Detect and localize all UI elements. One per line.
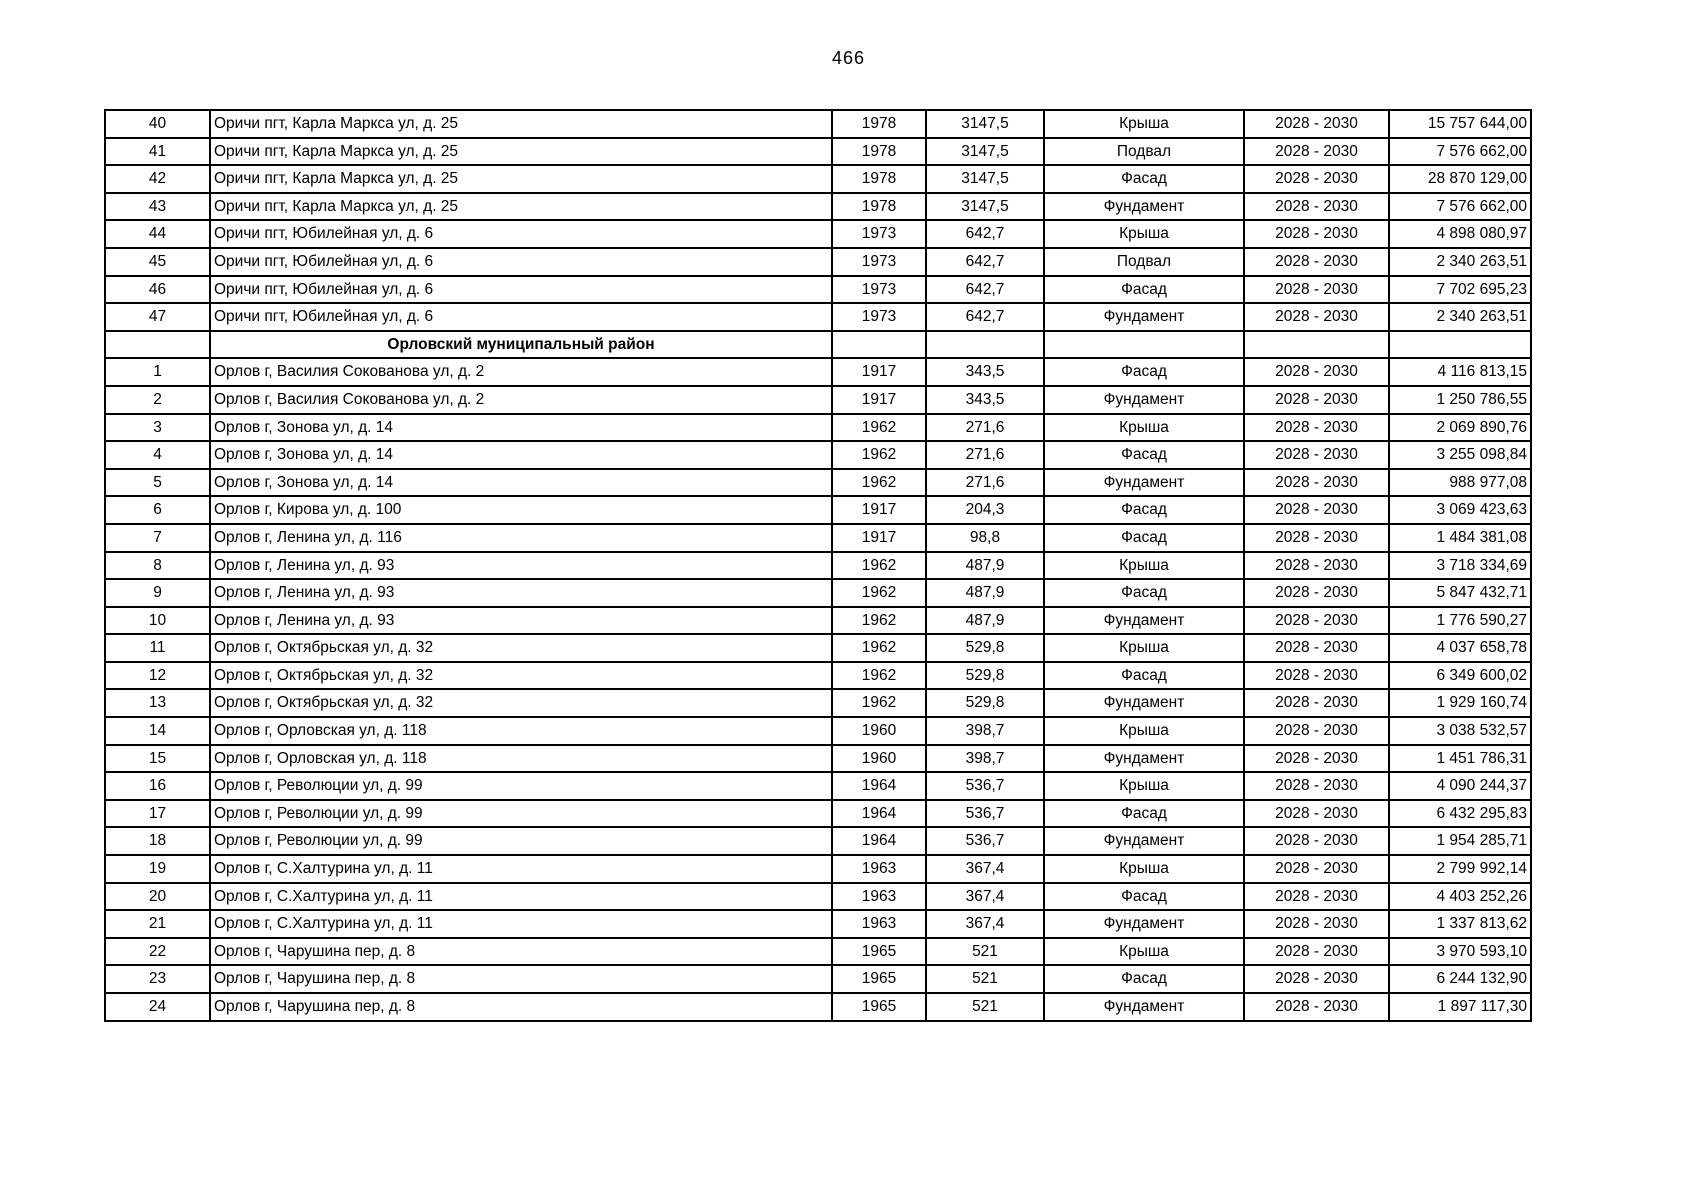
area-cell: 536,7 [926,800,1044,828]
period-cell: 2028 - 2030 [1244,772,1389,800]
row-number-cell: 13 [105,689,210,717]
period-cell: 2028 - 2030 [1244,607,1389,635]
row-number-cell: 20 [105,883,210,911]
area-cell: 3147,5 [926,110,1044,138]
area-cell: 487,9 [926,607,1044,635]
address-cell: Орлов г, Кирова ул, д. 100 [210,496,832,524]
row-number-cell: 19 [105,855,210,883]
work-type-cell: Фундамент [1044,827,1244,855]
table-row [105,276,1531,304]
address-cell: Орлов г, Чарушина пер, д. 8 [210,993,832,1021]
area-cell: 3147,5 [926,138,1044,166]
period-cell: 2028 - 2030 [1244,524,1389,552]
row-number-cell [105,331,210,359]
year-cell: 1962 [832,414,926,442]
cost-cell: 3 069 423,63 [1389,496,1531,524]
address-cell: Оричи пгт, Юбилейная ул, д. 6 [210,276,832,304]
period-cell: 2028 - 2030 [1244,634,1389,662]
table-row [105,883,1531,911]
area-cell: 398,7 [926,717,1044,745]
row-number-cell: 44 [105,220,210,248]
period-cell: 2028 - 2030 [1244,689,1389,717]
address-cell: Оричи пгт, Карла Маркса ул, д. 25 [210,138,832,166]
work-type-cell: Крыша [1044,220,1244,248]
work-type-cell: Крыша [1044,110,1244,138]
row-number-cell: 14 [105,717,210,745]
address-cell: Орлов г, Орловская ул, д. 118 [210,717,832,745]
year-cell: 1973 [832,248,926,276]
period-cell: 2028 - 2030 [1244,441,1389,469]
year-cell: 1973 [832,220,926,248]
work-type-cell: Фундамент [1044,689,1244,717]
table-row [105,772,1531,800]
year-cell: 1978 [832,165,926,193]
address-cell: Орлов г, Василия Сокованова ул, д. 2 [210,386,832,414]
period-cell: 2028 - 2030 [1244,414,1389,442]
area-cell: 271,6 [926,469,1044,497]
year-cell [832,331,926,359]
year-cell: 1973 [832,303,926,331]
area-cell: 521 [926,938,1044,966]
area-cell: 343,5 [926,358,1044,386]
address-cell: Орлов г, Зонова ул, д. 14 [210,414,832,442]
address-cell: Оричи пгт, Юбилейная ул, д. 6 [210,303,832,331]
year-cell: 1964 [832,827,926,855]
row-number-cell: 4 [105,441,210,469]
work-type-cell: Крыша [1044,938,1244,966]
cost-cell: 4 403 252,26 [1389,883,1531,911]
period-cell: 2028 - 2030 [1244,469,1389,497]
work-type-cell: Крыша [1044,414,1244,442]
year-cell: 1917 [832,496,926,524]
cost-cell: 988 977,08 [1389,469,1531,497]
work-type-cell: Фундамент [1044,469,1244,497]
year-cell: 1960 [832,717,926,745]
row-number-cell: 23 [105,965,210,993]
cost-cell: 3 038 532,57 [1389,717,1531,745]
period-cell: 2028 - 2030 [1244,938,1389,966]
year-cell: 1962 [832,662,926,690]
area-cell: 642,7 [926,248,1044,276]
row-number-cell: 18 [105,827,210,855]
address-cell: Орлов г, Революции ул, д. 99 [210,800,832,828]
cost-cell: 1 337 813,62 [1389,910,1531,938]
cost-cell: 3 970 593,10 [1389,938,1531,966]
cost-cell: 3 255 098,84 [1389,441,1531,469]
housing-repair-table [104,109,1532,1022]
table-row [105,965,1531,993]
address-cell: Орлов г, Зонова ул, д. 14 [210,441,832,469]
address-cell: Орлов г, Зонова ул, д. 14 [210,469,832,497]
row-number-cell: 15 [105,745,210,773]
cost-cell: 3 718 334,69 [1389,552,1531,580]
work-type-cell: Фасад [1044,358,1244,386]
row-number-cell: 8 [105,552,210,580]
year-cell: 1963 [832,855,926,883]
work-type-cell: Фасад [1044,524,1244,552]
table-row [105,800,1531,828]
period-cell: 2028 - 2030 [1244,717,1389,745]
work-type-cell: Фасад [1044,800,1244,828]
cost-cell [1389,331,1531,359]
cost-cell: 6 244 132,90 [1389,965,1531,993]
work-type-cell: Крыша [1044,855,1244,883]
address-cell: Оричи пгт, Юбилейная ул, д. 6 [210,248,832,276]
period-cell: 2028 - 2030 [1244,827,1389,855]
work-type-cell: Фундамент [1044,993,1244,1021]
area-cell: 521 [926,965,1044,993]
address-cell: Орлов г, Октябрьская ул, д. 32 [210,662,832,690]
row-number-cell: 3 [105,414,210,442]
work-type-cell: Фундамент [1044,745,1244,773]
row-number-cell: 2 [105,386,210,414]
year-cell: 1962 [832,689,926,717]
year-cell: 1963 [832,910,926,938]
period-cell: 2028 - 2030 [1244,993,1389,1021]
cost-cell: 6 349 600,02 [1389,662,1531,690]
table-row [105,552,1531,580]
address-cell: Орлов г, Чарушина пер, д. 8 [210,938,832,966]
table-row [105,524,1531,552]
period-cell: 2028 - 2030 [1244,358,1389,386]
area-cell: 521 [926,993,1044,1021]
table-row [105,469,1531,497]
area-cell: 271,6 [926,414,1044,442]
row-number-cell: 5 [105,469,210,497]
area-cell: 529,8 [926,662,1044,690]
work-type-cell: Фундамент [1044,303,1244,331]
cost-cell: 4 898 080,97 [1389,220,1531,248]
work-type-cell: Подвал [1044,248,1244,276]
address-cell: Оричи пгт, Карла Маркса ул, д. 25 [210,165,832,193]
section-title-cell: Орловский муниципальный район [210,331,832,359]
address-cell: Орлов г, Ленина ул, д. 116 [210,524,832,552]
area-cell: 367,4 [926,855,1044,883]
address-cell: Оричи пгт, Карла Маркса ул, д. 25 [210,110,832,138]
work-type-cell: Крыша [1044,717,1244,745]
area-cell: 343,5 [926,386,1044,414]
period-cell: 2028 - 2030 [1244,165,1389,193]
address-cell: Орлов г, С.Халтурина ул, д. 11 [210,910,832,938]
work-type-cell: Фасад [1044,883,1244,911]
table-row [105,220,1531,248]
area-cell: 642,7 [926,220,1044,248]
address-cell: Орлов г, Орловская ул, д. 118 [210,745,832,773]
year-cell: 1917 [832,386,926,414]
row-number-cell: 1 [105,358,210,386]
row-number-cell: 45 [105,248,210,276]
cost-cell: 1 954 285,71 [1389,827,1531,855]
period-cell: 2028 - 2030 [1244,193,1389,221]
period-cell [1244,331,1389,359]
section-header-row [105,331,1531,359]
area-cell: 3147,5 [926,165,1044,193]
cost-cell: 28 870 129,00 [1389,165,1531,193]
area-cell: 642,7 [926,303,1044,331]
table-row [105,607,1531,635]
area-cell: 536,7 [926,772,1044,800]
period-cell: 2028 - 2030 [1244,110,1389,138]
year-cell: 1963 [832,883,926,911]
row-number-cell: 42 [105,165,210,193]
row-number-cell: 16 [105,772,210,800]
table-row [105,938,1531,966]
period-cell: 2028 - 2030 [1244,303,1389,331]
work-type-cell: Подвал [1044,138,1244,166]
year-cell: 1917 [832,524,926,552]
address-cell: Орлов г, Революции ул, д. 99 [210,827,832,855]
cost-cell: 7 576 662,00 [1389,138,1531,166]
row-number-cell: 41 [105,138,210,166]
work-type-cell [1044,331,1244,359]
year-cell: 1978 [832,193,926,221]
table-row [105,386,1531,414]
area-cell: 487,9 [926,579,1044,607]
cost-cell: 4 090 244,37 [1389,772,1531,800]
address-cell: Орлов г, Революции ул, д. 99 [210,772,832,800]
area-cell: 98,8 [926,524,1044,552]
cost-cell: 7 576 662,00 [1389,193,1531,221]
row-number-cell: 46 [105,276,210,304]
table-row [105,303,1531,331]
work-type-cell: Фундамент [1044,607,1244,635]
area-cell: 3147,5 [926,193,1044,221]
work-type-cell: Фасад [1044,441,1244,469]
row-number-cell: 22 [105,938,210,966]
row-number-cell: 24 [105,993,210,1021]
address-cell: Оричи пгт, Юбилейная ул, д. 6 [210,220,832,248]
year-cell: 1964 [832,772,926,800]
address-cell: Орлов г, Чарушина пер, д. 8 [210,965,832,993]
year-cell: 1960 [832,745,926,773]
address-cell: Орлов г, Ленина ул, д. 93 [210,607,832,635]
row-number-cell: 11 [105,634,210,662]
period-cell: 2028 - 2030 [1244,138,1389,166]
work-type-cell: Фасад [1044,965,1244,993]
period-cell: 2028 - 2030 [1244,662,1389,690]
cost-cell: 15 757 644,00 [1389,110,1531,138]
address-cell: Орлов г, С.Халтурина ул, д. 11 [210,855,832,883]
work-type-cell: Крыша [1044,552,1244,580]
year-cell: 1965 [832,965,926,993]
page-number: 466 [831,48,866,68]
cost-cell: 1 484 381,08 [1389,524,1531,552]
table-row [105,441,1531,469]
row-number-cell: 17 [105,800,210,828]
period-cell: 2028 - 2030 [1244,883,1389,911]
area-cell: 271,6 [926,441,1044,469]
cost-cell: 1 451 786,31 [1389,745,1531,773]
year-cell: 1965 [832,993,926,1021]
work-type-cell: Фундамент [1044,193,1244,221]
table-row [105,745,1531,773]
area-cell: 204,3 [926,496,1044,524]
cost-cell: 4 116 813,15 [1389,358,1531,386]
row-number-cell: 40 [105,110,210,138]
table-row [105,827,1531,855]
table-row [105,662,1531,690]
work-type-cell: Фасад [1044,496,1244,524]
table-row [105,634,1531,662]
period-cell: 2028 - 2030 [1244,579,1389,607]
cost-cell: 1 929 160,74 [1389,689,1531,717]
period-cell: 2028 - 2030 [1244,965,1389,993]
cost-cell: 6 432 295,83 [1389,800,1531,828]
period-cell: 2028 - 2030 [1244,386,1389,414]
year-cell: 1962 [832,634,926,662]
row-number-cell: 43 [105,193,210,221]
year-cell: 1962 [832,607,926,635]
table-body [105,110,1531,1021]
cost-cell: 1 250 786,55 [1389,386,1531,414]
area-cell: 529,8 [926,689,1044,717]
table-row [105,496,1531,524]
table-row [105,993,1531,1021]
year-cell: 1962 [832,469,926,497]
work-type-cell: Фундамент [1044,386,1244,414]
work-type-cell: Фасад [1044,276,1244,304]
table-row [105,689,1531,717]
work-type-cell: Фасад [1044,662,1244,690]
area-cell: 529,8 [926,634,1044,662]
year-cell: 1965 [832,938,926,966]
year-cell: 1962 [832,579,926,607]
period-cell: 2028 - 2030 [1244,496,1389,524]
address-cell: Оричи пгт, Карла Маркса ул, д. 25 [210,193,832,221]
cost-cell: 2 799 992,14 [1389,855,1531,883]
cost-cell: 2 340 263,51 [1389,248,1531,276]
row-number-cell: 47 [105,303,210,331]
area-cell [926,331,1044,359]
cost-cell: 4 037 658,78 [1389,634,1531,662]
row-number-cell: 10 [105,607,210,635]
year-cell: 1978 [832,138,926,166]
work-type-cell: Крыша [1044,772,1244,800]
area-cell: 367,4 [926,910,1044,938]
row-number-cell: 9 [105,579,210,607]
row-number-cell: 12 [105,662,210,690]
cost-cell: 2 069 890,76 [1389,414,1531,442]
period-cell: 2028 - 2030 [1244,276,1389,304]
address-cell: Орлов г, Ленина ул, д. 93 [210,552,832,580]
cost-cell: 2 340 263,51 [1389,303,1531,331]
year-cell: 1962 [832,552,926,580]
area-cell: 536,7 [926,827,1044,855]
address-cell: Орлов г, С.Халтурина ул, д. 11 [210,883,832,911]
period-cell: 2028 - 2030 [1244,800,1389,828]
work-type-cell: Фасад [1044,165,1244,193]
period-cell: 2028 - 2030 [1244,855,1389,883]
work-type-cell: Крыша [1044,634,1244,662]
year-cell: 1962 [832,441,926,469]
table-row [105,717,1531,745]
table-row [105,579,1531,607]
period-cell: 2028 - 2030 [1244,220,1389,248]
address-cell: Орлов г, Ленина ул, д. 93 [210,579,832,607]
table-row [105,193,1531,221]
period-cell: 2028 - 2030 [1244,552,1389,580]
cost-cell: 1 897 117,30 [1389,993,1531,1021]
year-cell: 1973 [832,276,926,304]
period-cell: 2028 - 2030 [1244,248,1389,276]
year-cell: 1964 [832,800,926,828]
area-cell: 367,4 [926,883,1044,911]
table-row [105,358,1531,386]
table-row [105,910,1531,938]
address-cell: Орлов г, Октябрьская ул, д. 32 [210,634,832,662]
year-cell: 1978 [832,110,926,138]
table-row [105,165,1531,193]
work-type-cell: Фундамент [1044,910,1244,938]
table-row [105,110,1531,138]
row-number-cell: 21 [105,910,210,938]
table-row [105,855,1531,883]
cost-cell: 1 776 590,27 [1389,607,1531,635]
address-cell: Орлов г, Октябрьская ул, д. 32 [210,689,832,717]
table-row [105,414,1531,442]
row-number-cell: 7 [105,524,210,552]
cost-cell: 7 702 695,23 [1389,276,1531,304]
area-cell: 398,7 [926,745,1044,773]
cost-cell: 5 847 432,71 [1389,579,1531,607]
table-row [105,138,1531,166]
year-cell: 1917 [832,358,926,386]
work-type-cell: Фасад [1044,579,1244,607]
address-cell: Орлов г, Василия Сокованова ул, д. 2 [210,358,832,386]
period-cell: 2028 - 2030 [1244,745,1389,773]
area-cell: 642,7 [926,276,1044,304]
table-row [105,248,1531,276]
area-cell: 487,9 [926,552,1044,580]
period-cell: 2028 - 2030 [1244,910,1389,938]
row-number-cell: 6 [105,496,210,524]
